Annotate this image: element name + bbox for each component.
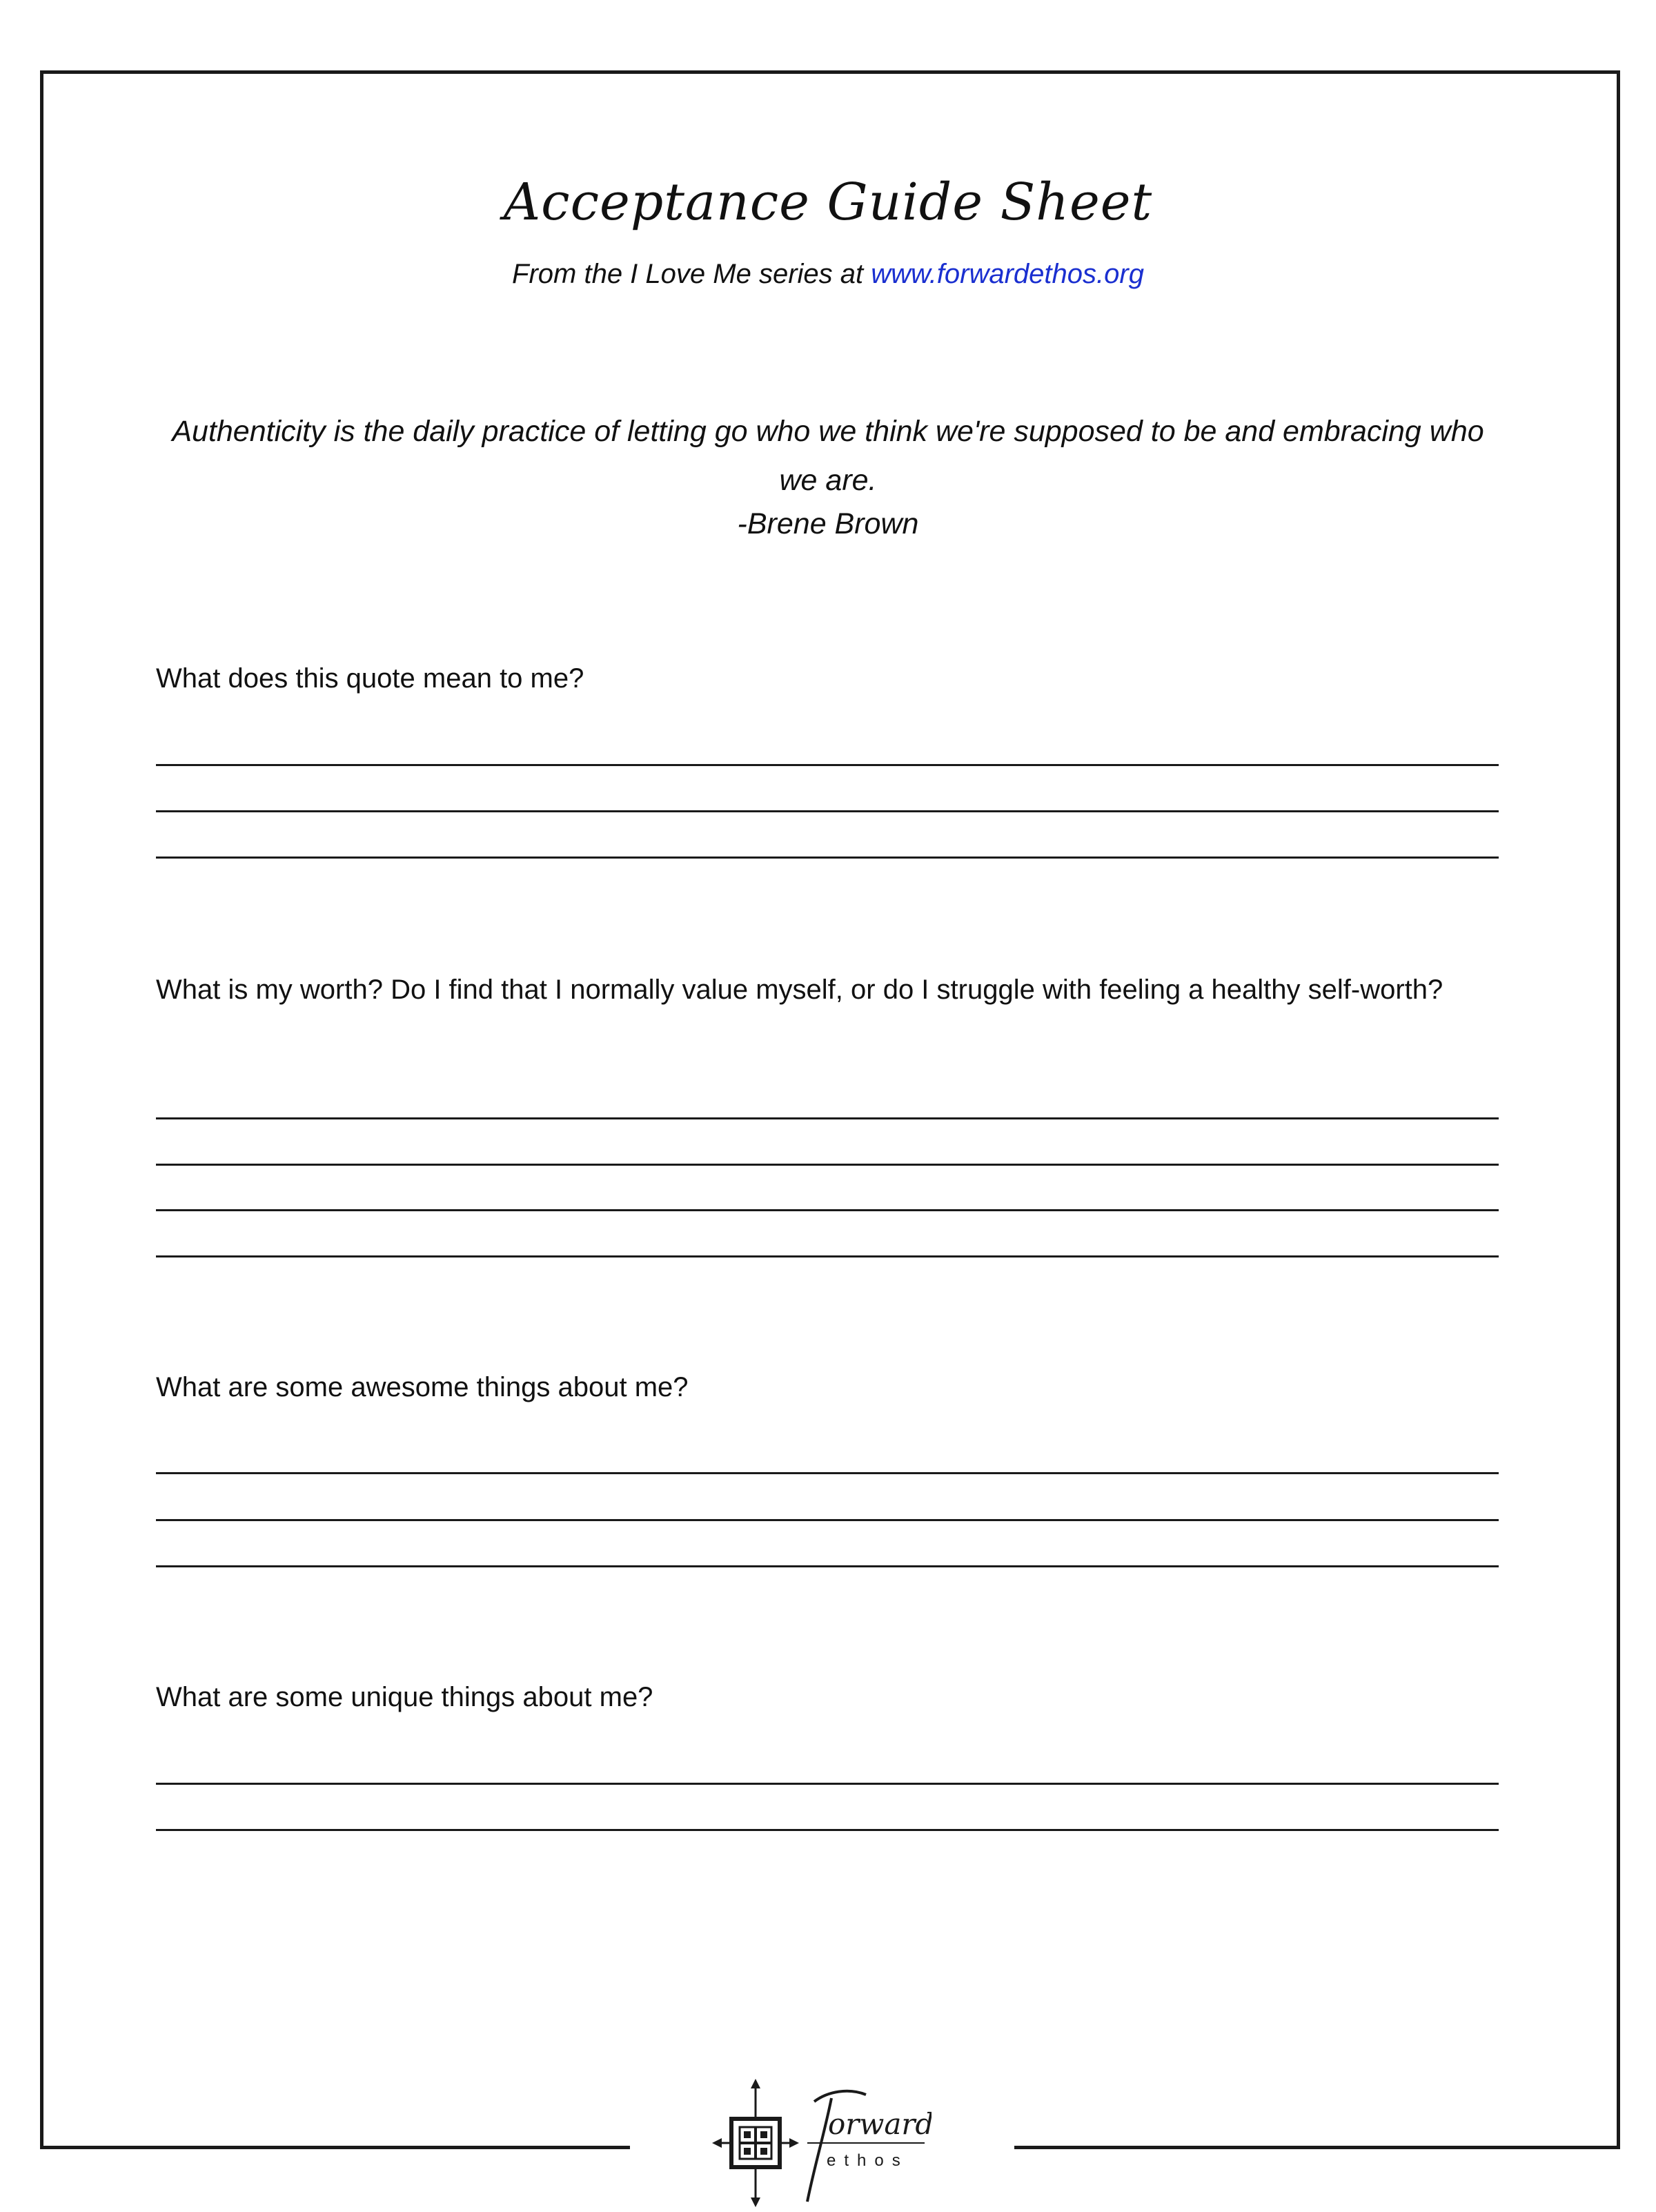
answer-line[interactable]	[156, 1255, 1499, 1257]
svg-text:orward: orward	[828, 2107, 931, 2141]
forward-ethos-logo	[711, 2077, 931, 2209]
compass-cross-icon	[711, 2077, 931, 2209]
question-3: What are some awesome things about me?	[156, 1372, 689, 1402]
answer-line[interactable]	[156, 1565, 1499, 1567]
answer-line[interactable]	[156, 1519, 1499, 1521]
page-border-bottom-left	[40, 2146, 630, 2149]
question-1: What does this quote mean to me?	[156, 663, 584, 694]
quote-author: -Brene Brown	[737, 507, 919, 540]
answer-line[interactable]	[156, 1209, 1499, 1211]
answer-line[interactable]	[156, 1117, 1499, 1119]
page-subtitle	[0, 259, 1656, 290]
website-link[interactable]: www.forwardethos.org	[871, 259, 1144, 289]
page-title: Acceptance Guide Sheet	[503, 173, 1153, 232]
question-4: What are some unique things about me?	[156, 1682, 653, 1712]
answer-line[interactable]	[156, 1829, 1499, 1831]
answer-line[interactable]	[156, 857, 1499, 859]
answer-line[interactable]	[156, 1472, 1499, 1474]
page-border-top	[40, 70, 1620, 74]
page-border-right	[1617, 70, 1620, 2149]
question-2: What is my worth? Do I find that I normally value myself, or do I struggle with feeling a healthy self-worth?	[156, 975, 1443, 1005]
answer-line[interactable]	[156, 1783, 1499, 1785]
answer-line[interactable]	[156, 764, 1499, 766]
answer-line[interactable]	[156, 810, 1499, 812]
page-border-bottom-right	[1014, 2146, 1620, 2149]
subtitle-prefix: From the I Love Me series at	[512, 259, 871, 289]
svg-text:ethos: ethos	[827, 2151, 909, 2170]
page-border-left	[40, 70, 43, 2149]
quote-text: Authenticity is the daily practice of letting go who we think we're supposed to be and embracing who we are.	[172, 415, 1484, 497]
answer-line[interactable]	[156, 1164, 1499, 1166]
